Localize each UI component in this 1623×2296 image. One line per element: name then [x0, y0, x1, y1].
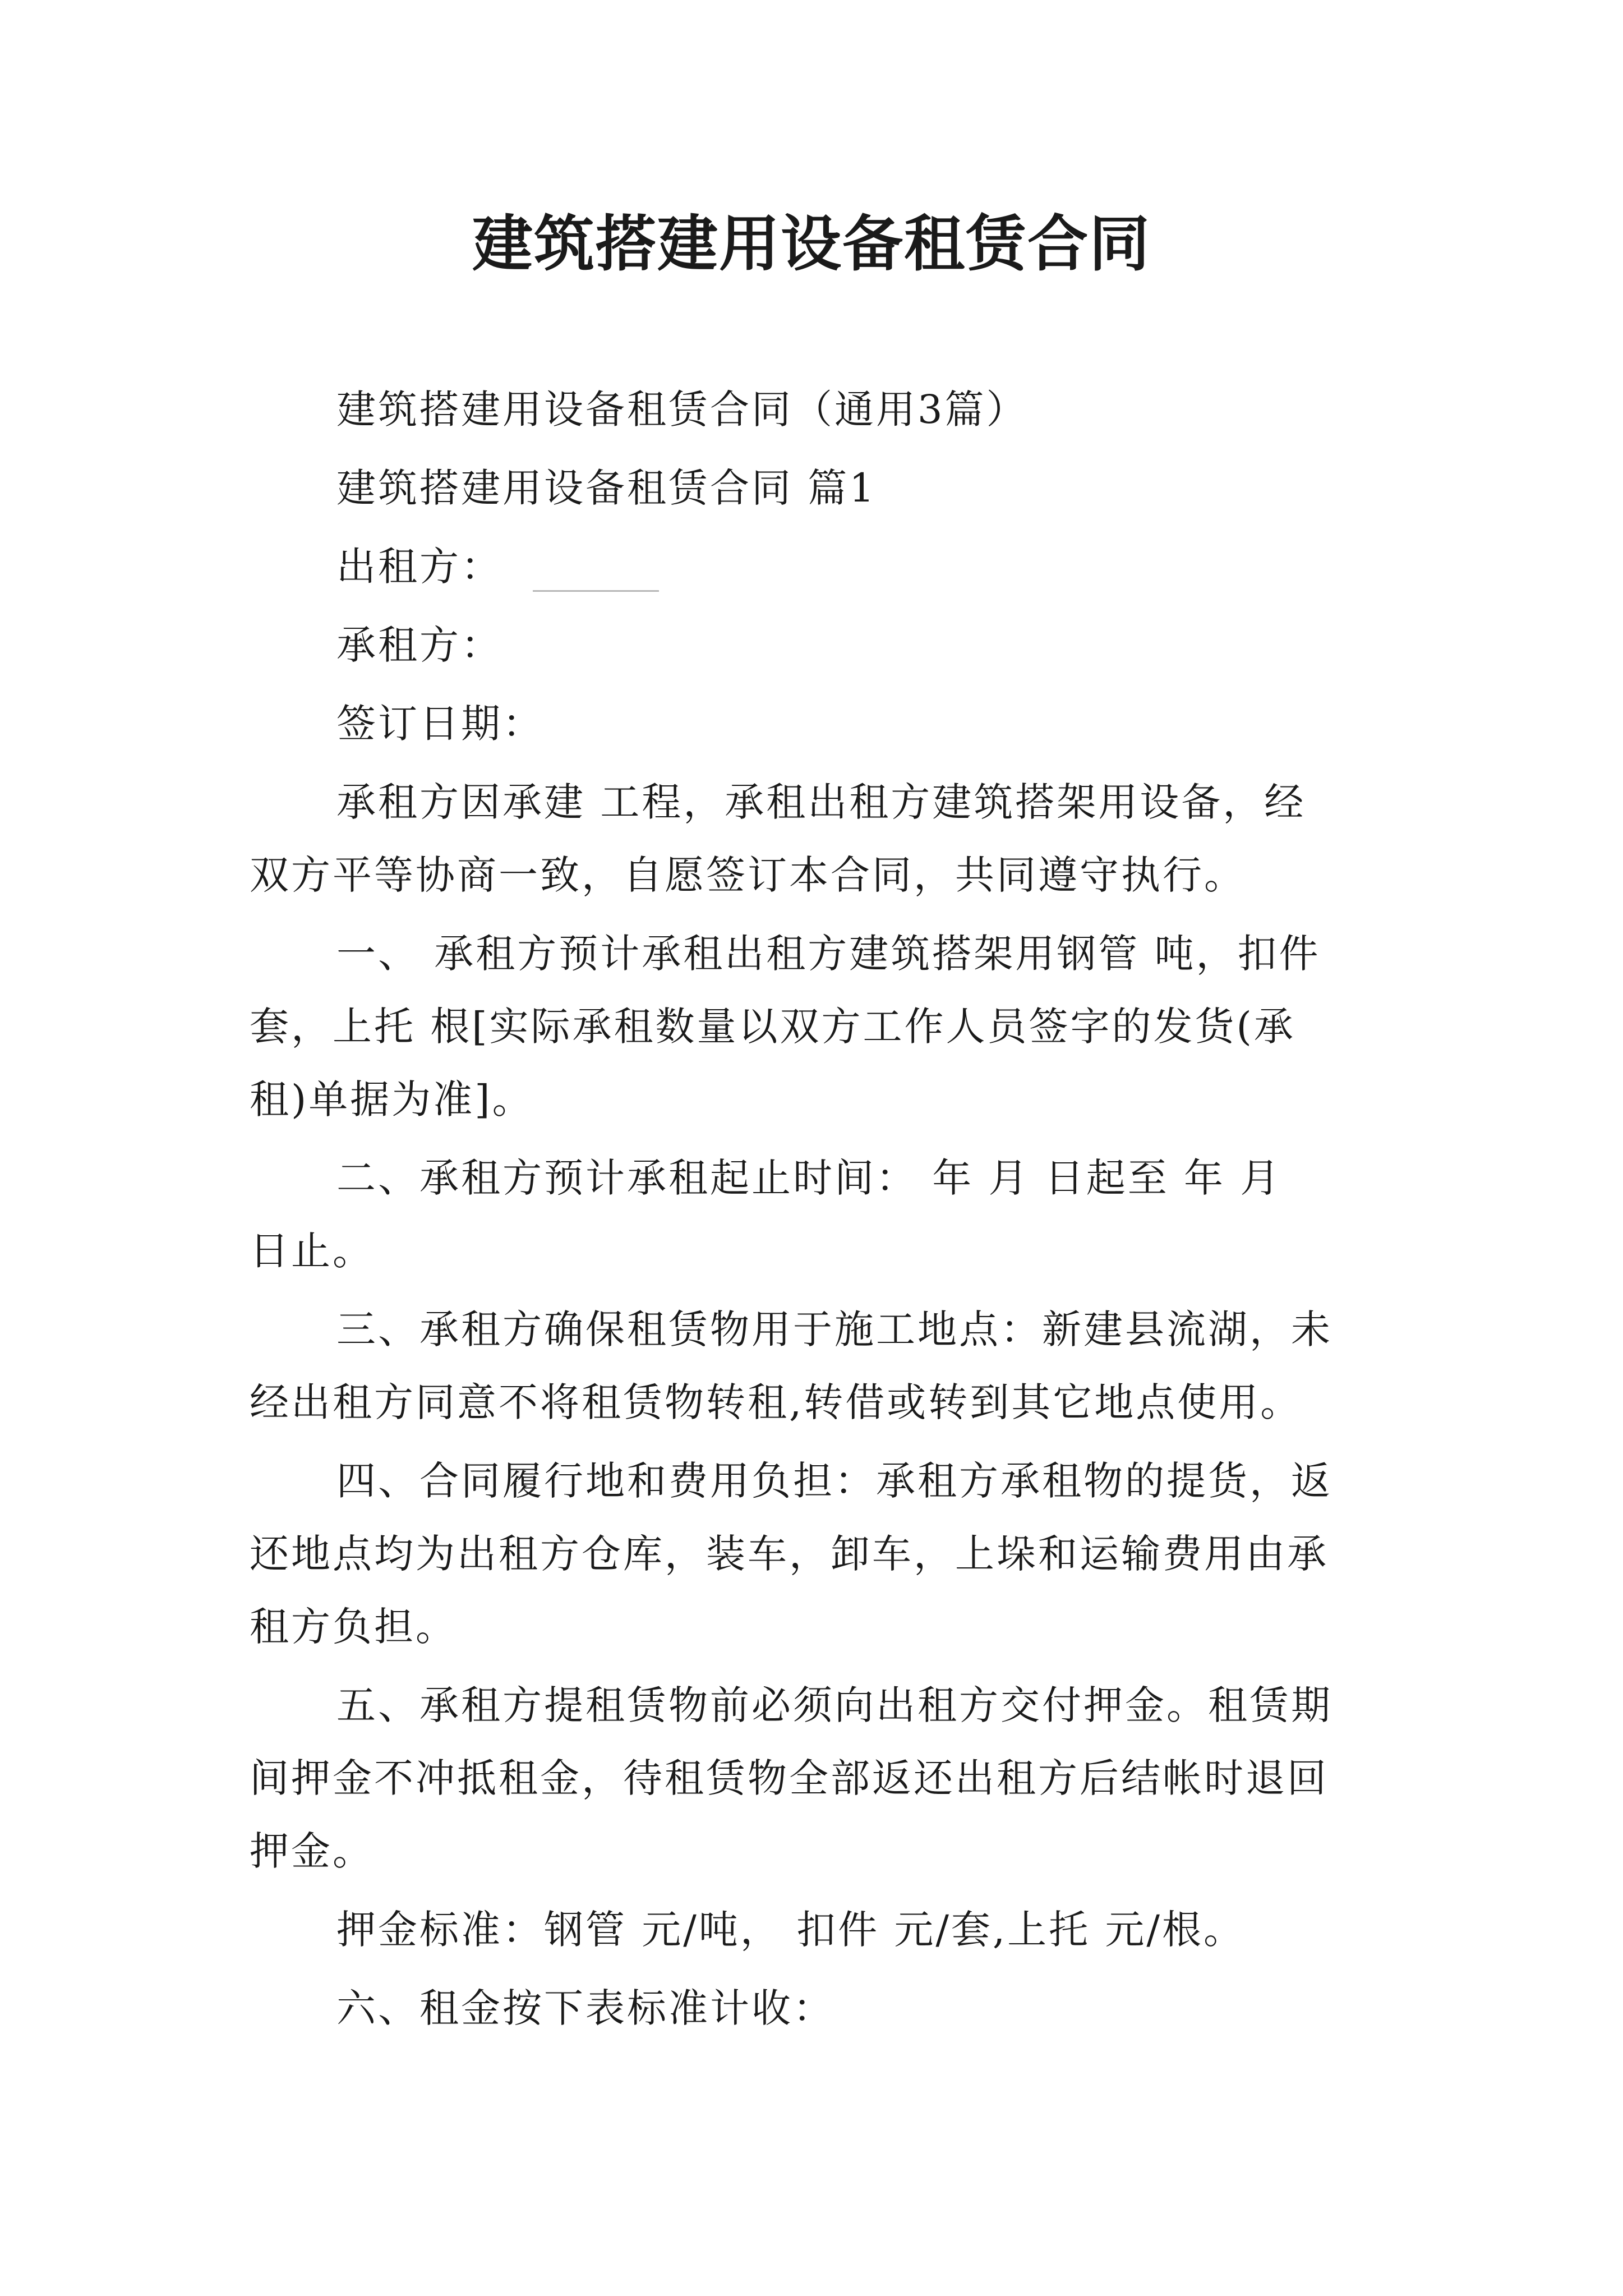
- subtitle-part-1: 建筑搭建用设备租赁合同 篇1: [336, 465, 877, 511]
- signing-date-label: 签订日期：: [336, 701, 544, 747]
- clause-3-line: 三、承租方确保租赁物用于施工地点：新建县流湖，未: [336, 1306, 1332, 1352]
- paragraph-line: 承租方因承建 工程，承租出租方建筑搭架用设备，经: [336, 779, 1306, 825]
- clause-1-line: 租)单据为准]。: [250, 1076, 534, 1122]
- clause-4-line: 四、合同履行地和费用负担：承租方承租物的提货，返: [336, 1458, 1332, 1504]
- document-title: 建筑搭建用设备租赁合同: [472, 209, 1151, 279]
- clause-2-line: 二、承租方预计承租起止时间： 年 月 日起至 年 月: [336, 1155, 1282, 1201]
- lessor-blank-underline: [533, 590, 659, 592]
- clause-5-line: 五、承租方提租赁物前必须向出租方交付押金。租赁期: [336, 1682, 1332, 1728]
- clause-6-line: 六、租金按下表标准计收：: [336, 1985, 834, 2031]
- paragraph-line: 双方平等协商一致，自愿签订本合同，共同遵守执行。: [250, 852, 1246, 898]
- clause-2-line: 日止。: [250, 1228, 374, 1274]
- clause-4-line: 还地点均为出租方仓库，装车，卸车，上垛和运输费用由承: [250, 1531, 1329, 1577]
- deposit-standard-line: 押金标准：钢管 元/吨， 扣件 元/套,上托 元/根。: [336, 1907, 1246, 1953]
- subtitle-collection: 建筑搭建用设备租赁合同（通用3篇）: [336, 386, 1028, 432]
- clause-3-line: 经出租方同意不将租赁物转租,转借或转到其它地点使用。: [250, 1379, 1302, 1425]
- clause-4-line: 租方负担。: [250, 1604, 457, 1650]
- lessee-label: 承租方：: [336, 622, 502, 668]
- clause-5-line: 间押金不冲抵租金，待租赁物全部返还出租方后结帐时退回: [250, 1755, 1329, 1801]
- clause-5-line: 押金。: [250, 1828, 374, 1874]
- clause-1-line: 一、 承租方预计承租出租方建筑搭架用钢管 吨，扣件: [336, 931, 1321, 977]
- lessor-label: 出租方：: [336, 544, 502, 590]
- clause-1-line: 套，上托 根[实际承租数量以双方工作人员签字的发货(承: [250, 1004, 1295, 1050]
